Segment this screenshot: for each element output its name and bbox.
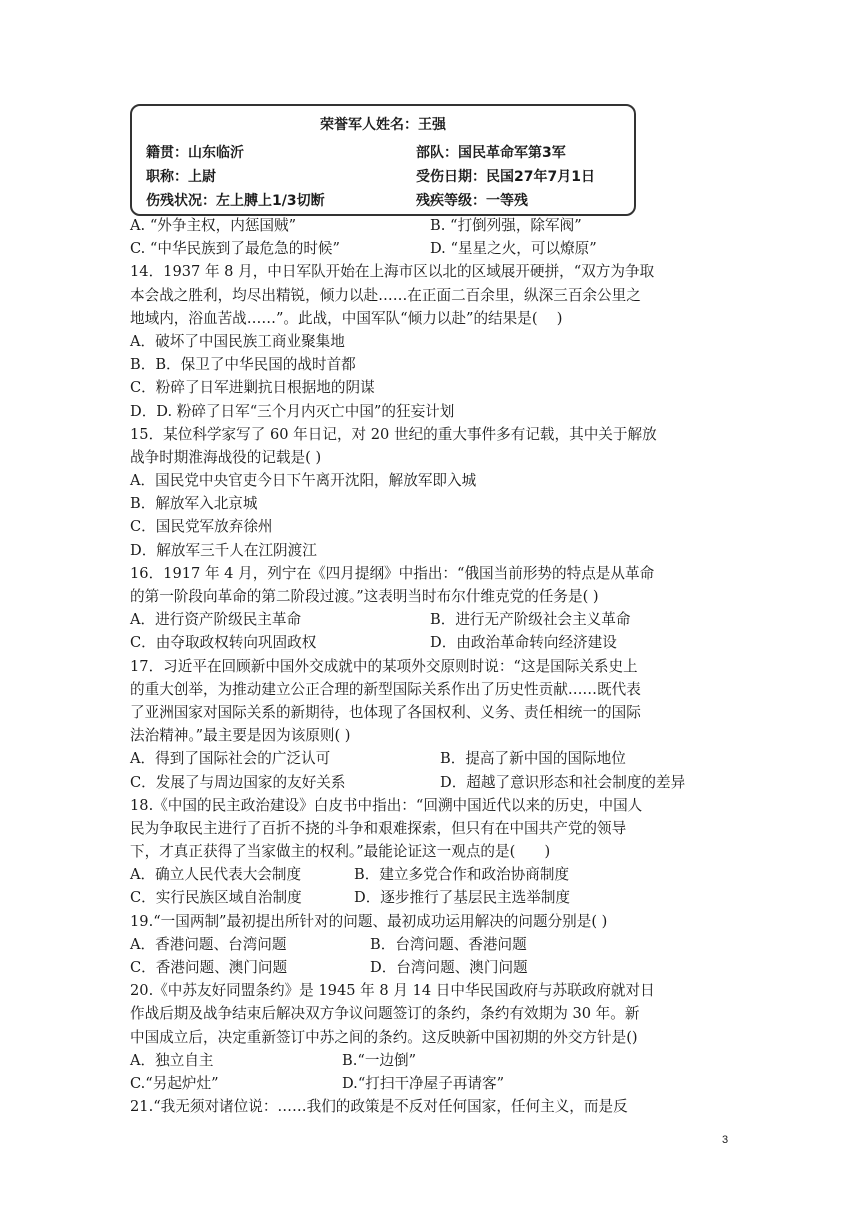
line-text: B．解放军入北京城 [130,495,258,513]
text-line [130,214,734,237]
option-text: B. “打倒列强，除军阀” [430,217,582,234]
option-text: D.“打扫干净屋子再请客” [342,1074,505,1092]
line-text: 19.“一国两制”最初提出所针对的问题、最初成功运用解决的问题分别是( ) [130,912,608,930]
line-text: D．D. 粉碎了日军“三个月内灭亡中国”的狂妄计划 [130,402,455,420]
text-line [130,1026,734,1049]
text-line [130,979,734,1002]
text-line [130,956,734,979]
line-text: 20.《中苏友好同盟条约》是 1945 年 8 月 14 日中华民国政府与苏联政府就对日 [130,982,655,1000]
line-text: 中国成立后，决定重新签订中苏之间的条约。这反映新中国初期的外交方针是() [130,1028,638,1046]
text-line [130,724,734,747]
text-line [130,747,734,770]
line-text: 21.“我无须对诸位说：……我们的政策是不反对任何国家，任何主义，而是反 [130,1098,628,1116]
line-text: A．进行资产阶级民主革命 [130,611,302,629]
line-text: 15．某位科学家写了 60 年日记，对 20 世纪的重大事件多有记载，其中关于解放 [130,425,657,443]
line-text: D．解放军三千人在江阴渡江 [130,541,317,559]
line-text: C.“另起炉灶” [130,1074,219,1092]
text-line [130,933,734,956]
text-line [130,423,734,446]
line-text: B．B．保卫了中华民国的战时首都 [130,356,356,374]
text-line [130,492,734,515]
line-text: A．独立自主 [130,1051,214,1069]
text-line [130,701,734,724]
option-text: B．建立多党合作和政治协商制度 [354,866,570,884]
line-text: 14．1937 年 8 月，中日军队开始在上海市区以北的区域展开硬拼，“双方为争取 [130,263,655,281]
text-line [130,840,734,863]
text-line [130,376,734,399]
card-disability-level: 残疾等级：一等残 [416,193,528,209]
text-line [130,886,734,909]
card-title: 荣誉军人姓名：王强 [320,117,446,133]
text-line [130,307,734,330]
option-text: D．由政治革命转向经济建设 [430,634,617,652]
line-text: 作战后期及战争结束后解决双方争议问题签订的条约，条约有效期为 30 年。新 [130,1005,640,1023]
text-line [130,771,734,794]
line-text: 地域内，浴血苦战……”。此战，中国军队“倾力以赴”的结果是( ) [130,309,563,327]
text-line [130,631,734,654]
text-line [130,446,734,469]
card-injury-status: 伤残状况：左上膊上1/3切断 [146,193,325,209]
line-text: 17．习近平在回顾新中国外交成就中的某项外交原则时说：“这是国际关系史上 [130,657,638,675]
line-text: C．国民党军放弃徐州 [130,518,273,536]
line-text: A. “外争主权，内惩国贼” [130,217,297,234]
option-text: D. “星星之火，可以燎原” [430,240,597,258]
option-text: D．逐步推行了基层民主选举制度 [354,889,571,907]
line-text: C．由夺取政权转向巩固政权 [130,634,317,652]
text-line [130,237,734,260]
page-number: 3 [722,1134,729,1146]
option-text: D．台湾问题、澳门问题 [370,959,528,976]
line-text: 下，才真正获得了当家做主的权利。”最能论证这一观点的是( ) [130,843,551,861]
option-text: B．进行无产阶级社会主义革命 [430,611,631,629]
text-line [130,585,734,608]
honor-soldier-card [130,104,636,216]
card-injury-date: 受伤日期：民国27年7月1日 [416,169,595,185]
card-native-place: 籍贯：山东临沂 [146,145,244,161]
text-line [130,330,734,353]
line-text: 16．1917 年 4 月，列宁在《四月提纲》中指出：“俄国当前形势的特点是从革命 [130,564,655,582]
text-line [130,910,734,933]
line-text: C．实行民族区域自治制度 [130,889,302,907]
line-text: A．国民党中央官吏今日下午离开沈阳，解放军即入城 [130,472,477,490]
text-line [130,539,734,562]
line-text: C．发展了与周边国家的友好关系 [130,773,346,791]
option-text: B．提高了新中国的国际地位 [440,750,626,768]
text-line [130,515,734,538]
line-text: 的重大创举，为推动建立公正合理的新型国际关系作出了历史性贡献……既代表 [130,680,641,698]
line-text: A．破坏了中国民族工商业聚集地 [130,332,345,350]
text-line [130,260,734,283]
text-line [130,1095,734,1118]
text-line [130,655,734,678]
line-text: A．得到了国际社会的广泛认可 [130,750,331,768]
text-line [130,469,734,492]
line-text: C．粉碎了日军进剿抗日根据地的阴谋 [130,379,375,397]
text-line [130,863,734,886]
line-text: 战争时期淮海战役的记载是( ) [130,448,322,466]
option-text: B．台湾问题、香港问题 [370,935,527,953]
line-text: 的第一阶段向革命的第二阶段过渡。”这表明当时布尔什维克党的任务是( ) [130,588,599,605]
line-text: A．香港问题、台湾问题 [130,935,287,953]
line-text: 本会战之胜利，均尽出精锐，倾力以赴……在正面二百余里，纵深三百余公里之 [130,286,641,304]
line-text: C. “中华民族到了最危急的时候” [130,240,340,258]
text-line [130,1002,734,1025]
text-line [130,400,734,423]
text-line [130,1072,734,1095]
line-text: C．香港问题、澳门问题 [130,959,288,976]
line-text: A．确立人民代表大会制度 [130,866,302,884]
line-text: 18.《中国的民主政治建设》白皮书中指出：“回溯中国近代以来的历史，中国人 [130,796,643,814]
text-line [130,353,734,376]
text-line [130,284,734,307]
option-text: B.“一边倒” [342,1051,417,1069]
text-line [130,678,734,701]
text-line [130,794,734,817]
line-text: 了亚洲国家对国际关系的新期待，也体现了各国权利、义务、责任相统一的国际 [130,703,641,721]
text-line [130,608,734,631]
card-rank: 职称：上尉 [146,169,216,185]
line-text: 民为争取民主进行了百折不挠的斗争和艰难探索，但只有在中国共产党的领导 [130,819,627,837]
question-text [130,214,734,1118]
text-line [130,1049,734,1072]
text-line [130,562,734,585]
card-troop: 部队：国民革命军第3军 [416,145,566,161]
text-line [130,817,734,840]
option-text: D．超越了意识形态和社会制度的差异 [440,773,686,791]
line-text: 法治精神。”最主要是因为该原则( ) [130,727,351,745]
